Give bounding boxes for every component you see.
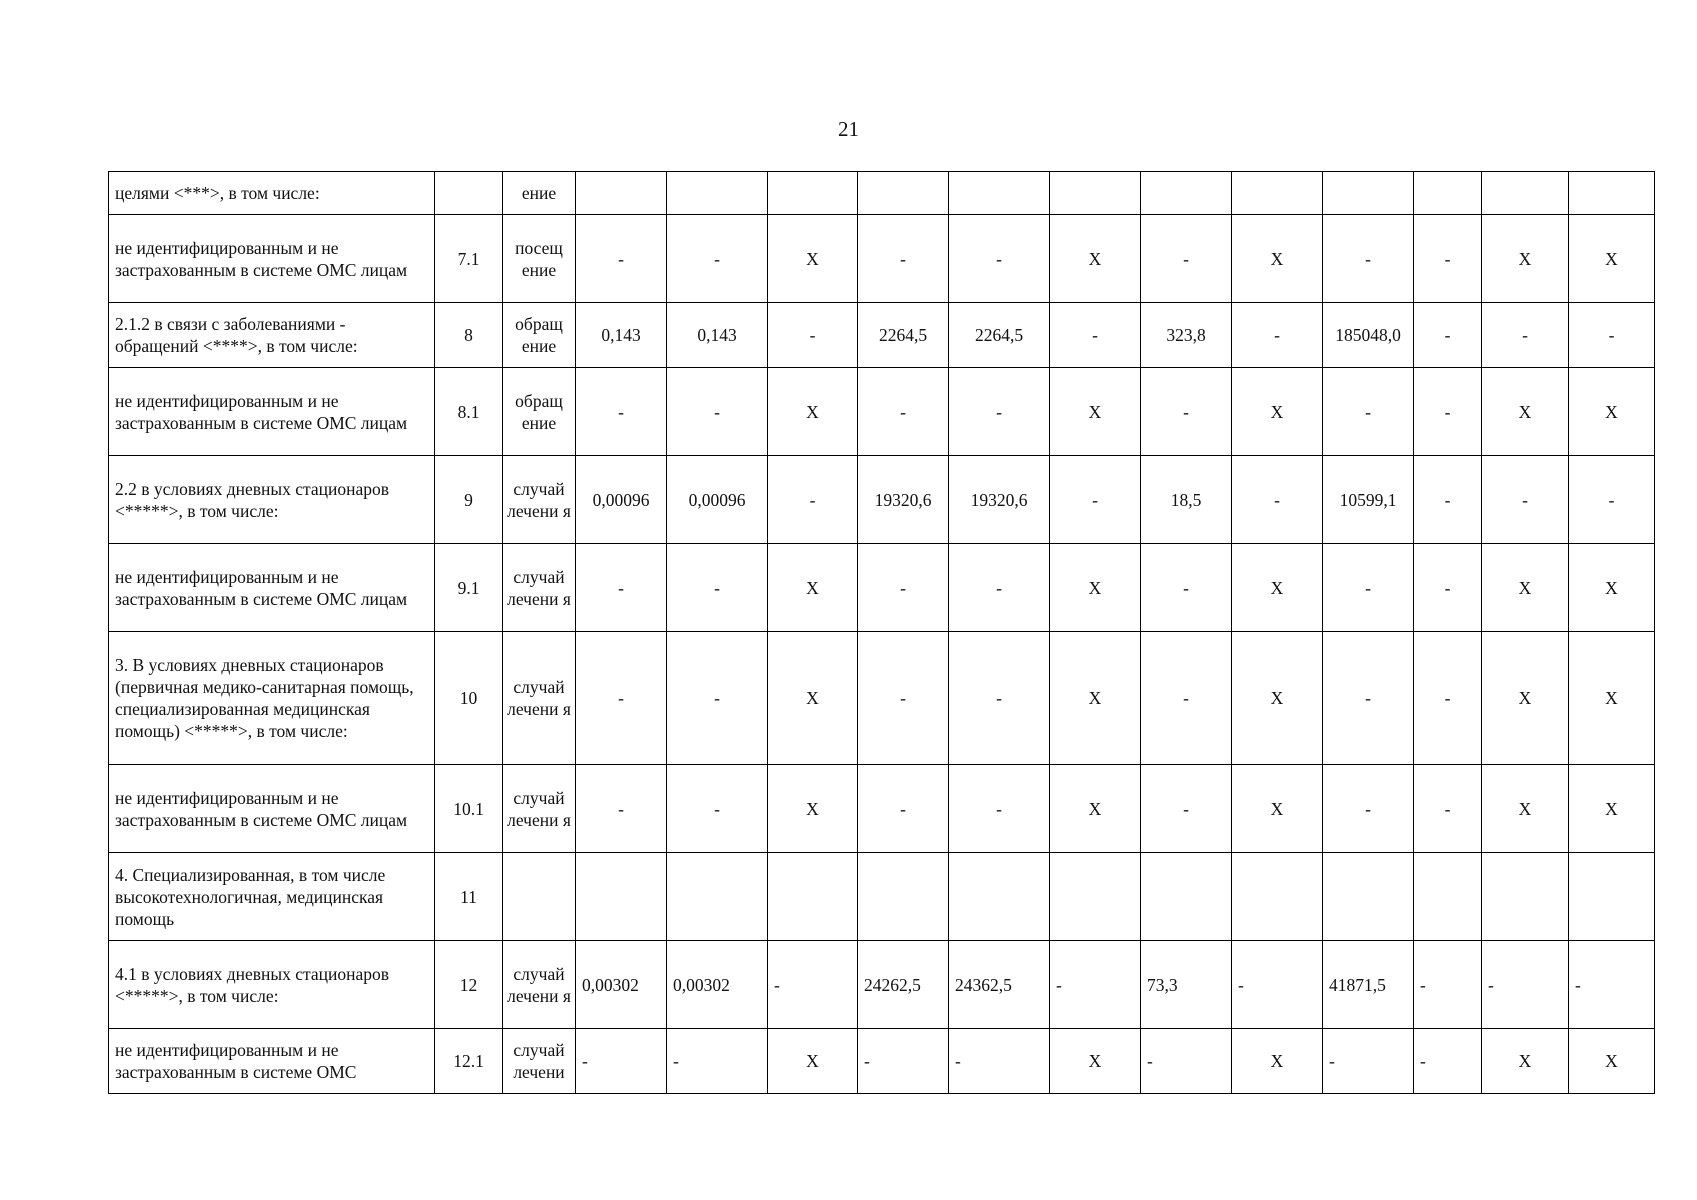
- value-cell: -: [1323, 368, 1414, 456]
- row-name-cell: 3. В условиях дневных стационаров (первичная медико-санитарная помощь, специализированная медицинская помощь) <*****>, в том числе:: [109, 632, 435, 765]
- value-cell: 19320,6: [949, 456, 1050, 544]
- value-cell: [1323, 853, 1414, 941]
- value-cell: 0,143: [667, 303, 768, 368]
- row-unit-cell: случай лечени я: [503, 544, 576, 632]
- value-cell: -: [1232, 941, 1323, 1029]
- value-cell: -: [1141, 215, 1232, 303]
- value-cell: X: [1482, 368, 1569, 456]
- row-unit-cell: случай лечени я: [503, 456, 576, 544]
- value-cell: -: [667, 632, 768, 765]
- value-cell: -: [1414, 1029, 1482, 1094]
- value-cell: [1569, 172, 1655, 215]
- table-row: [109, 215, 1655, 303]
- value-cell: -: [1323, 765, 1414, 853]
- value-cell: [1482, 853, 1569, 941]
- table-row: [109, 303, 1655, 368]
- value-cell: X: [1569, 765, 1655, 853]
- value-cell: X: [1482, 544, 1569, 632]
- value-cell: -: [1141, 765, 1232, 853]
- value-cell: -: [949, 544, 1050, 632]
- value-cell: -: [1482, 941, 1569, 1029]
- value-cell: 2264,5: [949, 303, 1050, 368]
- value-cell: X: [768, 215, 858, 303]
- value-cell: [1482, 172, 1569, 215]
- value-cell: -: [667, 368, 768, 456]
- value-cell: [949, 172, 1050, 215]
- value-cell: -: [858, 1029, 949, 1094]
- value-cell: X: [768, 1029, 858, 1094]
- value-cell: -: [1569, 941, 1655, 1029]
- value-cell: X: [1050, 765, 1141, 853]
- value-cell: [576, 853, 667, 941]
- value-cell: -: [667, 1029, 768, 1094]
- row-number-cell: 10: [435, 632, 503, 765]
- value-cell: X: [1232, 1029, 1323, 1094]
- page-number: 21: [838, 117, 859, 141]
- value-cell: 2264,5: [858, 303, 949, 368]
- value-cell: 24362,5: [949, 941, 1050, 1029]
- value-cell: X: [1569, 632, 1655, 765]
- value-cell: -: [576, 765, 667, 853]
- value-cell: -: [949, 215, 1050, 303]
- row-unit-cell: случай лечени я: [503, 632, 576, 765]
- value-cell: X: [768, 632, 858, 765]
- row-number-cell: 12.1: [435, 1029, 503, 1094]
- value-cell: [1050, 853, 1141, 941]
- value-cell: -: [1141, 632, 1232, 765]
- table-row: [109, 632, 1655, 765]
- row-unit-cell: ение: [503, 172, 576, 215]
- value-cell: -: [1414, 368, 1482, 456]
- row-unit-cell: случай лечени я: [503, 941, 576, 1029]
- row-number-cell: 8.1: [435, 368, 503, 456]
- row-name-cell: 4.1 в условиях дневных стационаров <*****>, в том числе:: [109, 941, 435, 1029]
- value-cell: -: [576, 215, 667, 303]
- value-cell: X: [1050, 215, 1141, 303]
- value-cell: -: [1414, 941, 1482, 1029]
- value-cell: -: [1323, 1029, 1414, 1094]
- value-cell: [768, 853, 858, 941]
- value-cell: -: [1050, 941, 1141, 1029]
- value-cell: [1141, 172, 1232, 215]
- table-row: [109, 172, 1655, 215]
- row-name-cell: не идентифицированным и не застрахованным в системе ОМС: [109, 1029, 435, 1094]
- value-cell: -: [667, 544, 768, 632]
- value-cell: -: [768, 456, 858, 544]
- row-name-cell: не идентифицированным и не застрахованным в системе ОМС лицам: [109, 215, 435, 303]
- value-cell: 18,5: [1141, 456, 1232, 544]
- value-cell: X: [1050, 544, 1141, 632]
- row-unit-cell: случай лечени: [503, 1029, 576, 1094]
- value-cell: -: [1414, 456, 1482, 544]
- table-row: [109, 941, 1655, 1029]
- row-unit-cell: [503, 853, 576, 941]
- row-name-cell: не идентифицированным и не застрахованным в системе ОМС лицам: [109, 765, 435, 853]
- value-cell: 0,00302: [667, 941, 768, 1029]
- value-cell: X: [768, 544, 858, 632]
- table-row: [109, 456, 1655, 544]
- value-cell: -: [1141, 1029, 1232, 1094]
- value-cell: -: [576, 368, 667, 456]
- value-cell: -: [768, 941, 858, 1029]
- value-cell: X: [1482, 1029, 1569, 1094]
- table-row: [109, 853, 1655, 941]
- value-cell: [1050, 172, 1141, 215]
- value-cell: -: [858, 368, 949, 456]
- value-cell: X: [1232, 632, 1323, 765]
- value-cell: X: [1050, 1029, 1141, 1094]
- row-number-cell: 9: [435, 456, 503, 544]
- value-cell: 73,3: [1141, 941, 1232, 1029]
- value-cell: X: [1482, 765, 1569, 853]
- value-cell: -: [667, 215, 768, 303]
- value-cell: X: [1569, 1029, 1655, 1094]
- value-cell: -: [1323, 215, 1414, 303]
- row-name-cell: целями <***>, в том числе:: [109, 172, 435, 215]
- row-unit-cell: обращ ение: [503, 368, 576, 456]
- value-cell: -: [1232, 303, 1323, 368]
- value-cell: -: [1482, 303, 1569, 368]
- row-unit-cell: случай лечени я: [503, 765, 576, 853]
- value-cell: -: [1323, 544, 1414, 632]
- value-cell: -: [1414, 544, 1482, 632]
- row-number-cell: 10.1: [435, 765, 503, 853]
- data-table: [108, 171, 1655, 1094]
- value-cell: 185048,0: [1323, 303, 1414, 368]
- value-cell: [1414, 853, 1482, 941]
- table-row: [109, 765, 1655, 853]
- value-cell: [1323, 172, 1414, 215]
- value-cell: -: [576, 1029, 667, 1094]
- table-body: [109, 172, 1655, 1094]
- table-row: [109, 1029, 1655, 1094]
- value-cell: -: [1050, 456, 1141, 544]
- value-cell: X: [1232, 765, 1323, 853]
- value-cell: -: [858, 544, 949, 632]
- value-cell: -: [1569, 303, 1655, 368]
- value-cell: 323,8: [1141, 303, 1232, 368]
- value-cell: -: [1414, 765, 1482, 853]
- value-cell: X: [1482, 632, 1569, 765]
- value-cell: -: [949, 632, 1050, 765]
- value-cell: [576, 172, 667, 215]
- row-number-cell: [435, 172, 503, 215]
- value-cell: -: [949, 765, 1050, 853]
- value-cell: -: [1232, 456, 1323, 544]
- value-cell: 19320,6: [858, 456, 949, 544]
- value-cell: X: [768, 368, 858, 456]
- row-number-cell: 9.1: [435, 544, 503, 632]
- value-cell: X: [768, 765, 858, 853]
- value-cell: [667, 172, 768, 215]
- value-cell: 0,00302: [576, 941, 667, 1029]
- value-cell: [858, 172, 949, 215]
- value-cell: -: [858, 632, 949, 765]
- value-cell: -: [858, 215, 949, 303]
- value-cell: [1232, 853, 1323, 941]
- value-cell: -: [1141, 544, 1232, 632]
- row-name-cell: не идентифицированным и не застрахованным в системе ОМС лицам: [109, 368, 435, 456]
- table-row: [109, 544, 1655, 632]
- value-cell: -: [768, 303, 858, 368]
- value-cell: -: [949, 368, 1050, 456]
- value-cell: X: [1569, 368, 1655, 456]
- value-cell: 41871,5: [1323, 941, 1414, 1029]
- value-cell: 0,00096: [667, 456, 768, 544]
- value-cell: 0,143: [576, 303, 667, 368]
- value-cell: X: [1050, 368, 1141, 456]
- value-cell: -: [949, 1029, 1050, 1094]
- value-cell: [858, 853, 949, 941]
- value-cell: [949, 853, 1050, 941]
- value-cell: X: [1232, 368, 1323, 456]
- value-cell: X: [1232, 215, 1323, 303]
- row-number-cell: 11: [435, 853, 503, 941]
- value-cell: -: [1569, 456, 1655, 544]
- value-cell: -: [576, 632, 667, 765]
- row-name-cell: 2.2 в условиях дневных стационаров <*****>, в том числе:: [109, 456, 435, 544]
- table-row: [109, 368, 1655, 456]
- value-cell: -: [1414, 632, 1482, 765]
- value-cell: X: [1482, 215, 1569, 303]
- value-cell: [768, 172, 858, 215]
- value-cell: [1141, 853, 1232, 941]
- value-cell: [667, 853, 768, 941]
- row-name-cell: не идентифицированным и не застрахованным в системе ОМС лицам: [109, 544, 435, 632]
- row-number-cell: 12: [435, 941, 503, 1029]
- value-cell: [1414, 172, 1482, 215]
- row-name-cell: 2.1.2 в связи с заболеваниями - обращений <****>, в том числе:: [109, 303, 435, 368]
- value-cell: 0,00096: [576, 456, 667, 544]
- row-number-cell: 8: [435, 303, 503, 368]
- value-cell: -: [667, 765, 768, 853]
- row-unit-cell: посещ ение: [503, 215, 576, 303]
- value-cell: -: [1050, 303, 1141, 368]
- value-cell: X: [1569, 544, 1655, 632]
- value-cell: 10599,1: [1323, 456, 1414, 544]
- value-cell: -: [1414, 215, 1482, 303]
- value-cell: [1232, 172, 1323, 215]
- row-name-cell: 4. Специализированная, в том числе высокотехнологичная, медицинская помощь: [109, 853, 435, 941]
- value-cell: X: [1232, 544, 1323, 632]
- value-cell: -: [1141, 368, 1232, 456]
- row-unit-cell: обращ ение: [503, 303, 576, 368]
- value-cell: X: [1569, 215, 1655, 303]
- value-cell: [1569, 853, 1655, 941]
- row-number-cell: 7.1: [435, 215, 503, 303]
- value-cell: -: [1482, 456, 1569, 544]
- value-cell: -: [1414, 303, 1482, 368]
- value-cell: -: [576, 544, 667, 632]
- value-cell: 24262,5: [858, 941, 949, 1029]
- value-cell: X: [1050, 632, 1141, 765]
- value-cell: -: [858, 765, 949, 853]
- value-cell: -: [1323, 632, 1414, 765]
